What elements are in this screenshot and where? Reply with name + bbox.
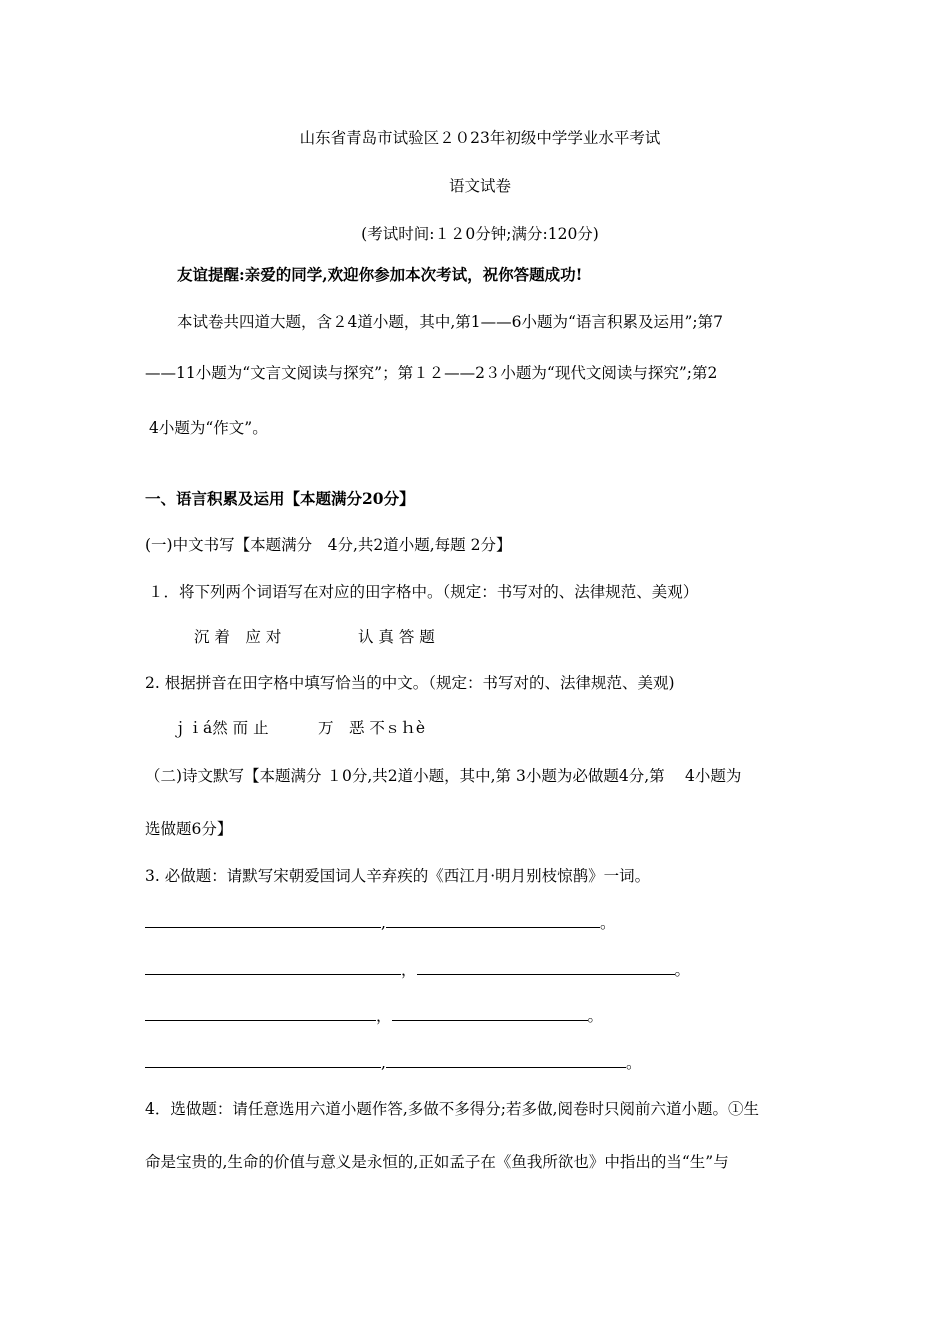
question-1: １．将下列两个词语写在对应的田字格中。（规定：书写对的、法律规范、美观） <box>148 583 699 601</box>
answer-blank-line[interactable]: ， 。 <box>145 960 690 980</box>
section1-heading: 一、语言积累及运用【本题满分20分】 <box>145 489 415 508</box>
question-3: 3. 必做题：请默写宋朝爱国词人辛弃疾的《西江月·明月别枝惊鹊》一词。 <box>145 867 651 885</box>
answer-blank-line[interactable]: ， 。 <box>145 1006 603 1026</box>
intro-line-3: 4小题为“作文”。 <box>149 419 268 437</box>
part2-heading-line-2: 选做题6分】 <box>145 820 233 838</box>
question-2: 2. 根据拼音在田字格中填写恰当的中文。（规定：书写对的、法律规范、美观) <box>145 674 675 692</box>
exam-info: (考试时间:１２0分钟;满分:120分) <box>361 225 599 243</box>
q2-word-a: ｊｉá然 而 止 <box>172 719 269 737</box>
q2-word-b: 万 恶 不ｓｈè <box>318 719 426 737</box>
q1-word-b: 认 真 答 题 <box>358 628 435 646</box>
reminder: 友谊提醒:亲爱的同学,欢迎你参加本次考试，祝你答题成功! <box>177 265 583 284</box>
exam-subtitle: 语文试卷 <box>448 177 511 195</box>
answer-blank-line[interactable]: , 。 <box>145 913 615 933</box>
part1-heading: (一)中文书写【本题满分 4分,共2道小题,每题 2分】 <box>145 536 512 554</box>
intro-line-2: ——11小题为“文言文阅读与探究”；第１２——2３小题为“现代文阅读与探究”;第2 <box>145 364 718 382</box>
intro-line-1: 本试卷共四道大题，含２4道小题，其中,第1——6小题为“语言积累及运用”;第7 <box>177 313 723 331</box>
question-4-line-1: 4．选做题：请任意选用六道小题作答,多做不多得分;若多做,阅卷时只阅前六道小题。①生 <box>145 1100 759 1118</box>
question-4-line-2: 命是宝贵的,生命的价值与意义是永恒的,正如孟子在《鱼我所欲也》中指出的当“生”与 <box>145 1153 729 1171</box>
part2-heading-line-1: （二)诗文默写【本题满分 １0分,共2道小题，其中,第 3小题为必做题4分,第 4小题为 <box>145 767 742 785</box>
q1-word-a: 沉 着 应 对 <box>194 628 282 646</box>
exam-title: 山东省青岛市试验区２０23年初级中学学业水平考试 <box>299 129 661 147</box>
answer-blank-line[interactable]: , 。 <box>145 1053 641 1073</box>
